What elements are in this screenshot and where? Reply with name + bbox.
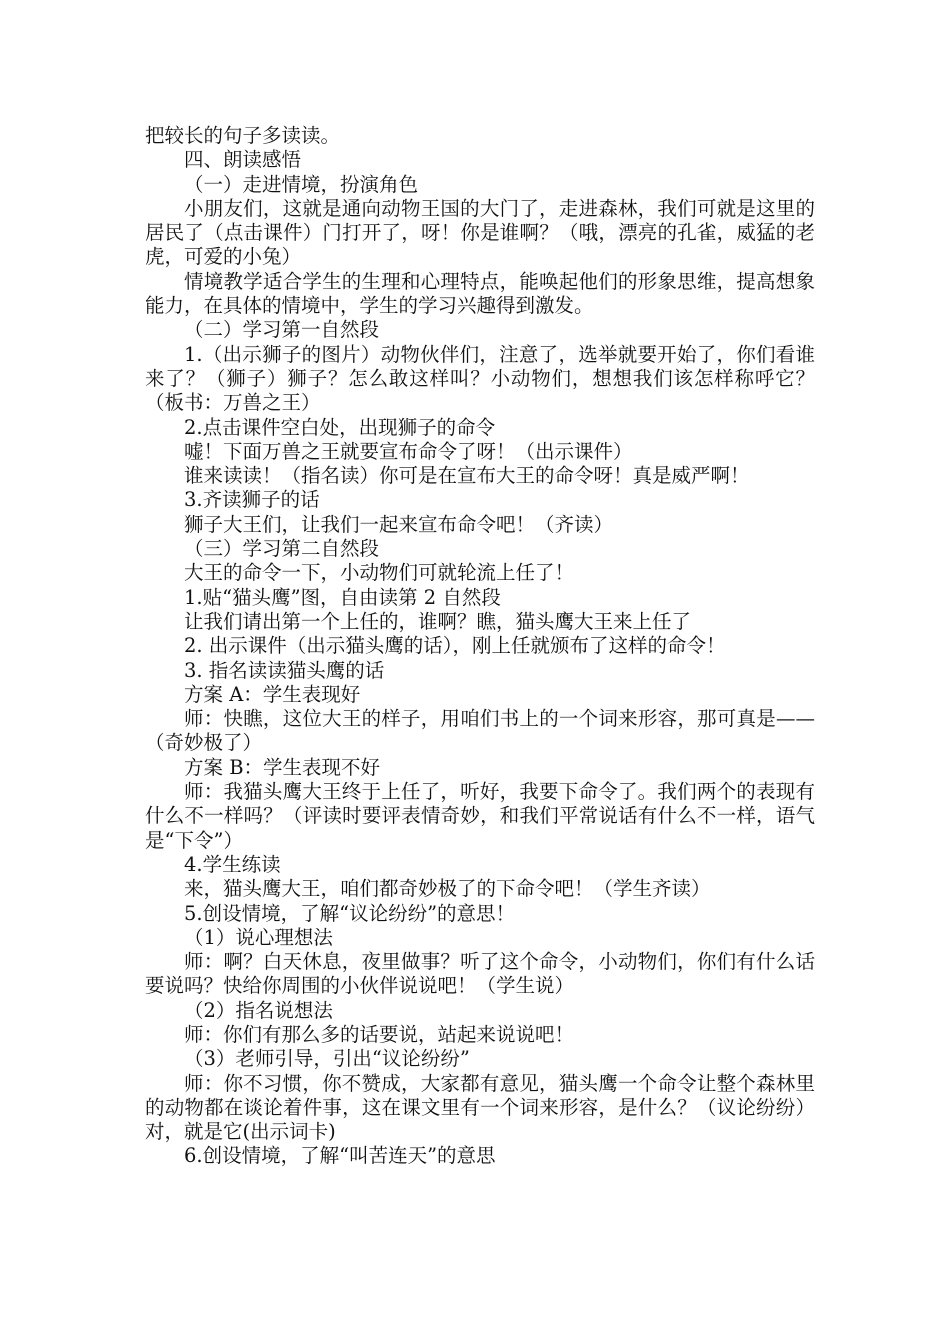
paragraph: 把较长的句子多读读。 — [145, 124, 341, 147]
paragraph: 让我们请出第一个上任的，谁啊？瞧，猫头鹰大王来上任了 — [184, 609, 692, 633]
paragraph: 2. 出示课件（出示猫头鹰的话），刚上任就颁布了这样的命令！ — [184, 634, 726, 658]
paragraph: 小朋友们，这就是通向动物王国的大门了，走进森林，我们可就是这里的居民了（点击课件）门打开了，呀！你是谁啊？（哦，漂亮的孔雀，威猛的老虎，可爱的小兔） — [145, 196, 815, 269]
section-heading: 四、朗读感悟 — [184, 148, 302, 172]
paragraph: （3）老师引导，引出“议论纷纷” — [184, 1047, 470, 1071]
subsection-heading: （二）学习第一自然段 — [184, 318, 380, 342]
paragraph: 师：快瞧，这位大王的样子，用咱们书上的一个词来形容，那可真是——（奇妙极了） — [145, 707, 815, 755]
paragraph: 4.学生练读 — [184, 852, 281, 876]
paragraph: 1.（出示狮子的图片）动物伙伴们，注意了，选举就要开始了，你们看谁来了？（狮子）狮子？怎么敢这样叫？小动物们，想想我们该怎样称呼它？（板书：万兽之王） — [145, 342, 815, 415]
paragraph: 师：你们有那么多的话要说，站起来说说吧！ — [184, 1022, 575, 1046]
paragraph: 方案 A：学生表现好 — [184, 682, 361, 706]
paragraph: 2.点击课件空白处，出现狮子的命令 — [184, 415, 496, 439]
subsection-heading: （一）走进情境，扮演角色 — [184, 172, 419, 196]
paragraph: 3.齐读狮子的话 — [184, 488, 320, 512]
document-body — [145, 124, 815, 1169]
paragraph: 5.创设情境，了解“议论纷纷”的意思！ — [184, 901, 516, 925]
paragraph: 3. 指名读读猫头鹰的话 — [184, 658, 385, 682]
paragraph: 谁来读读！（指名读）你可是在宣布大王的命令呀！真是威严啊！ — [184, 464, 750, 488]
paragraph: 方案 B：学生表现不好 — [184, 755, 381, 779]
paragraph: 师：你不习惯，你不赞成，大家都有意见，猫头鹰一个命令让整个森林里的动物都在谈论着件事，这在课文里有一个词来形容，是什么？（议论纷纷）对，就是它(出示词卡) — [145, 1071, 815, 1144]
subsection-heading: （三）学习第二自然段 — [184, 537, 380, 561]
paragraph: 师：啊？白天休息，夜里做事？听了这个命令，小动物们，你们有什么话要说吗？快给你周围的小伙伴说说吧！（学生说） — [145, 950, 815, 998]
paragraph: 嘘！下面万兽之王就要宣布命令了呀！（出示课件） — [184, 439, 633, 463]
paragraph: 师：我猫头鹰大王终于上任了，听好，我要下命令了。我们两个的表现有什么不一样吗？（评读时要评表情奇妙，和我们平常说话有什么不一样，语气是“下令”） — [145, 780, 815, 852]
paragraph: 1.贴“猫头鹰”图，自由读第 2 自然段 — [184, 585, 501, 609]
paragraph: （1）说心理想法 — [184, 925, 333, 949]
paragraph: 狮子大王们，让我们一起来宣布命令吧！（齐读） — [184, 512, 614, 536]
paragraph: 6.创设情境，了解“叫苦连天”的意思 — [184, 1144, 496, 1168]
paragraph: 大王的命令一下，小动物们可就轮流上任了！ — [184, 561, 575, 585]
paragraph: （2）指名说想法 — [184, 998, 333, 1022]
paragraph: 来，猫头鹰大王，咱们都奇妙极了的下命令吧！（学生齐读） — [184, 877, 711, 901]
paragraph: 情境教学适合学生的生理和心理特点，能唤起他们的形象思维，提高想象能力，在具体的情境中，学生的学习兴趣得到激发。 — [145, 269, 815, 318]
